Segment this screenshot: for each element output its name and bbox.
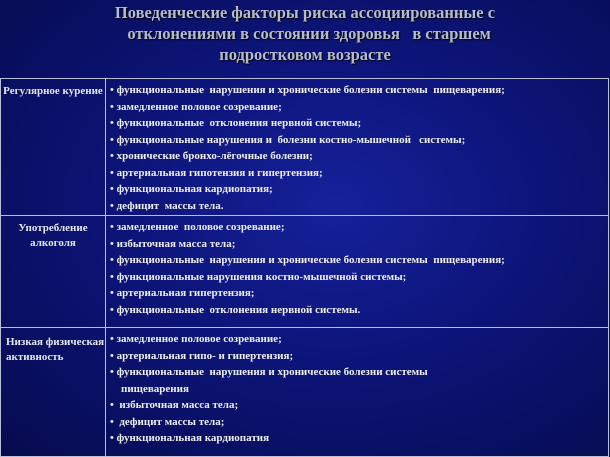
table-row [1,216,609,328]
table-row [1,79,609,216]
title-line: Поведенческие факторы риска ассоциированные с [114,3,496,22]
list-item: • функциональные нарушения и хронические болезни системы пищеварения; [110,84,505,96]
list-item: • замедленное половое созревание; [110,100,282,113]
title-line: отклонениями в состоянии здоровья в старшем [119,24,491,43]
list-item: • артериальная гипертензия; [110,287,255,299]
list-item: • дефицит массы тела; [110,415,225,428]
list-item: • функциональная кардиопатия [110,432,270,444]
category-cell: Низкая физическая активность [1,328,106,457]
table-row [1,328,609,457]
consequences-cell [106,328,609,457]
list-item: • функциональная кардиопатия; [110,183,273,195]
list-item: • замедленное половое созревание; [110,333,282,345]
list-item: • избыточная масса тела; [110,399,239,411]
consequences-cell [106,79,609,216]
list-item: • замедленное половое созревание; [110,221,285,233]
list-item: • функциональные нарушения костно-мышечной системы; [110,270,407,283]
list-item: пищеварения [110,382,189,395]
category-cell: Употребление алкоголя [1,216,106,328]
list-item: • функциональные нарушения и хронические болезни системы [110,366,428,378]
list-item: • хронические бронхо-лёгочные болезни; [110,150,313,162]
list-item: • функциональные отклонения нервной системы. [110,303,361,316]
list-item: • артериальная гипотензия и гипертензия; [110,166,323,179]
list-item: • дефицит массы тела. [110,199,224,212]
list-item: • функциональные отклонения нервной системы; [110,117,362,129]
list-item: • функциональные нарушения и болезни костно-мышечной системы; [110,133,466,146]
title-line: подростковом возрасте [219,45,391,64]
consequences-cell [106,216,609,328]
list-item: • артериальная гипо- и гипертензия; [110,349,294,362]
list-item: • избыточная масса тела; [110,237,236,250]
list-item: • функциональные нарушения и хронические болезни системы пищеварения; [110,254,505,266]
slide-title [0,2,610,65]
risk-factors-table [0,78,609,457]
category-cell: Регулярное курение [1,79,106,216]
